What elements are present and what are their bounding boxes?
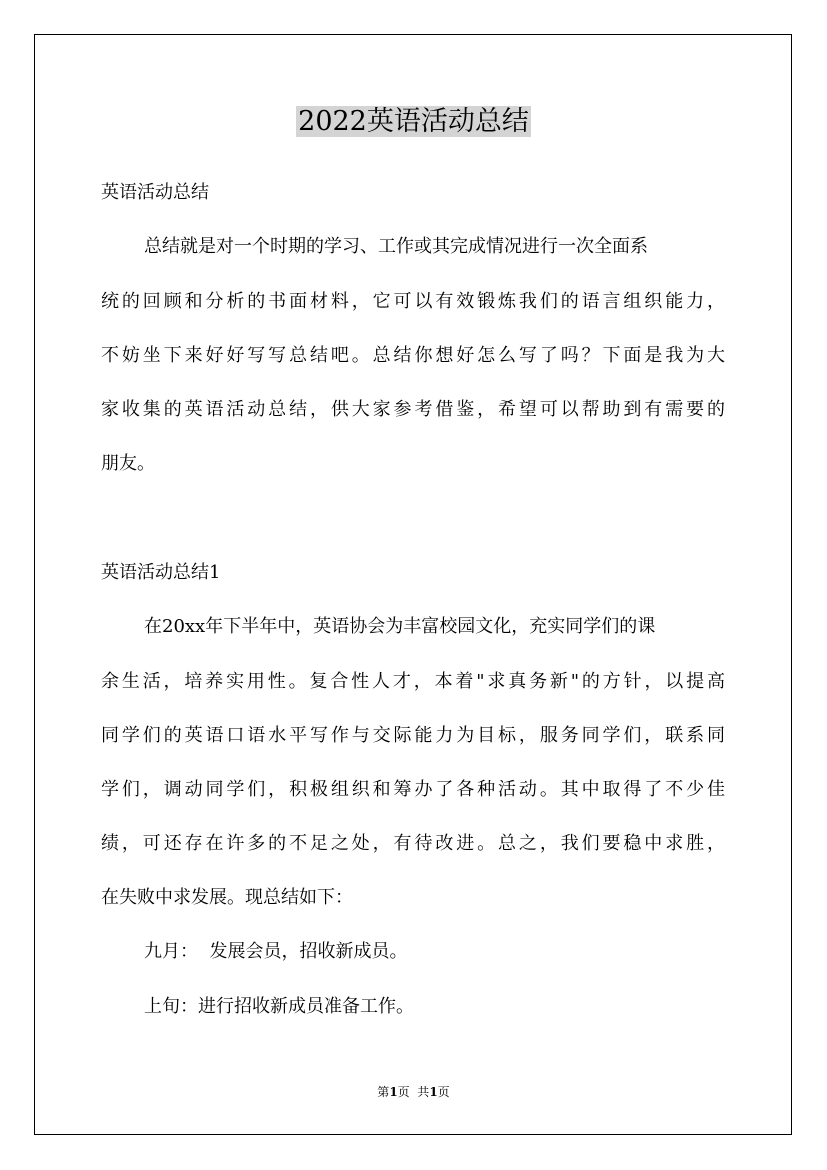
document-title-text: 2022英语活动总结 [298, 106, 529, 137]
body-paragraph-line: 在20xx年下半年中，英语协会为丰富校园文化，充实同学们的课 [144, 616, 656, 637]
footer-page-current: 1 [389, 1085, 398, 1099]
page-footer [0, 1084, 827, 1100]
body-paragraph-line: 学们，调动同学们，积极组织和筹办了各种活动。其中取得了不少佳 [101, 779, 725, 800]
section-heading: 英语活动总结1 [101, 562, 221, 583]
september-item: 九月： 发展会员，招收新成员。 [144, 941, 408, 962]
intro-paragraph-line: 统的回顾和分析的书面材料，它可以有效锻炼我们的语言组织能力， [101, 291, 725, 312]
intro-paragraph-line: 家收集的英语活动总结，供大家参考借鉴，希望可以帮助到有需要的 [101, 399, 725, 420]
body-paragraph-line: 绩，可还存在许多的不足之处，有待改进。总之，我们要稳中求胜， [101, 833, 725, 854]
early-month-item: 上旬：进行招收新成员准备工作。 [144, 996, 414, 1017]
body-paragraph-line: 在失败中求发展。现总结如下： [101, 887, 353, 908]
document-title [0, 103, 827, 141]
body-paragraph-line: 余生活，培养实用性。复合性人才，本着"求真务新"的方针，以提高 [101, 671, 725, 692]
intro-paragraph-line: 不妨坐下来好好写写总结吧。总结你想好怎么写了吗？下面是我为大 [101, 345, 725, 366]
footer-page-total: 1 [429, 1085, 438, 1099]
footer-mid: 页 共 [397, 1085, 430, 1099]
footer-prefix: 第 [377, 1085, 390, 1099]
intro-paragraph-line: 朋友。 [101, 453, 155, 474]
footer-suffix: 页 [437, 1085, 450, 1099]
body-paragraph-line: 同学们的英语口语水平写作与交际能力为目标，服务同学们，联系同 [101, 725, 725, 746]
intro-paragraph-line: 总结就是对一个时期的学习、工作或其完成情况进行一次全面系 [144, 236, 648, 257]
section-heading: 英语活动总结 [101, 182, 209, 203]
